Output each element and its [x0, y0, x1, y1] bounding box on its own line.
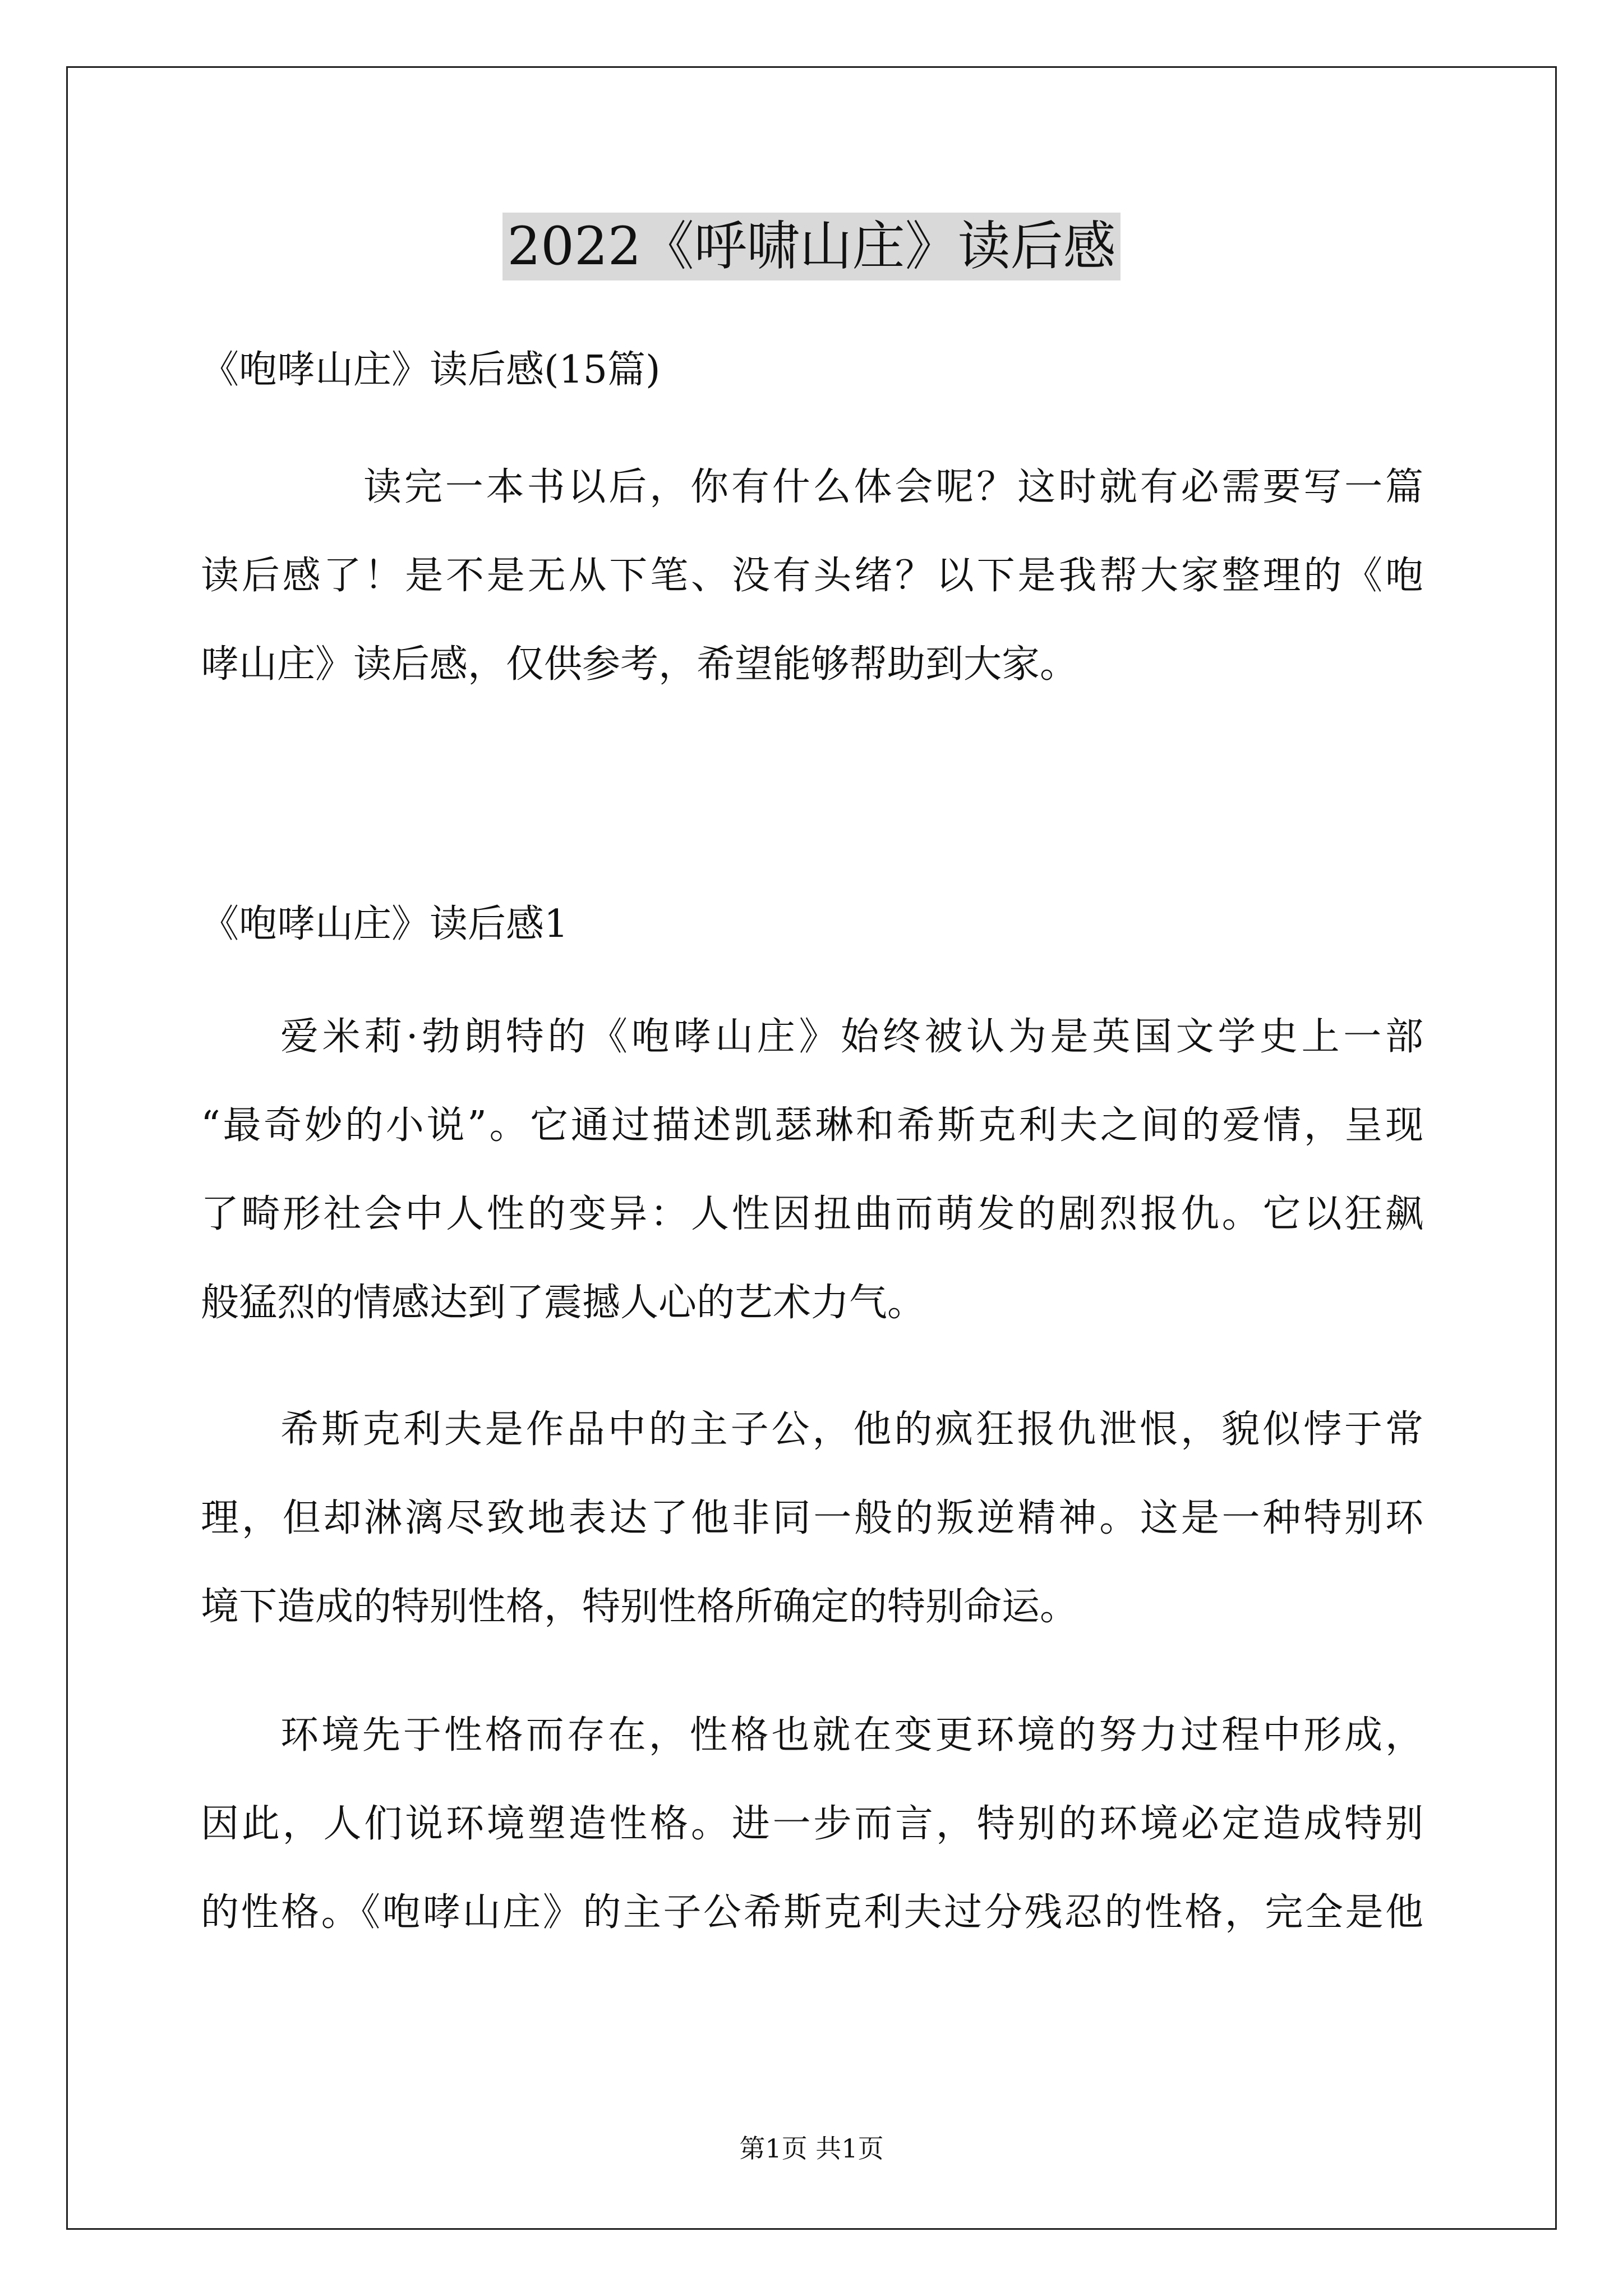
intro-paragraph	[201, 443, 1423, 709]
title-text: 2022《呼啸山庄》读后感	[502, 213, 1120, 280]
para1-line-4: 般猛烈的情感达到了震撼人心的艺术力气。	[201, 1281, 926, 1325]
intro-line-2: 读后感了！是不是无从下笔、没有头绪？以下是我帮大家整理的《咆	[201, 554, 1423, 598]
para1-line-1: 爱米莉·勃朗特的《咆哮山庄》始终被认为是英国文学史上一部	[280, 1015, 1423, 1059]
para3-line-1: 环境先于性格而存在，性格也就在变更环境的努力过程中形成，	[280, 1713, 1423, 1757]
para1-line-3: 了畸形社会中人性的变异：人性因扭曲而萌发的剧烈报仇。它以狂飙	[201, 1192, 1423, 1236]
para3-line-2: 因此，人们说环境塑造性格。进一步而言，特别的环境必定造成特别	[201, 1802, 1423, 1846]
paragraph-2	[201, 1386, 1423, 1651]
para3-line-3: 的性格。《咆哮山庄》的主子公希斯克利夫过分残忍的性格，完全是他	[201, 1890, 1423, 1935]
para2-line-3: 境下造成的特别性格，特别性格所确定的特别命运。	[201, 1585, 1078, 1629]
paragraph-3	[201, 1691, 1423, 1957]
para2-line-1: 希斯克利夫是作品中的主子公，他的疯狂报仇泄恨，貌似悖于常	[280, 1407, 1423, 1452]
para2-line-2: 理，但却淋漓尽致地表达了他非同一般的叛逆精神。这是一种特别环	[201, 1496, 1423, 1540]
paragraph-1	[201, 993, 1423, 1347]
page-number-footer: 第1页 共1页	[739, 2133, 884, 2164]
section-heading: 《咆哮山庄》读后感1	[201, 902, 569, 946]
section-heading-block	[201, 891, 1423, 958]
intro-line-3: 哮山庄》读后感，仅供参考，希望能够帮助到大家。	[201, 642, 1078, 687]
para1-line-2: “最奇妙的小说”。它通过描述凯瑟琳和希斯克利夫之间的爱情，呈现	[201, 1103, 1423, 1148]
intro-line-1: 读完一本书以后，你有什么体会呢？这时就有必需要写一篇	[363, 465, 1423, 509]
document-title	[0, 208, 1623, 286]
subtitle-block	[201, 337, 1423, 404]
document-subtitle: 《咆哮山庄》读后感(15篇)	[201, 348, 661, 392]
